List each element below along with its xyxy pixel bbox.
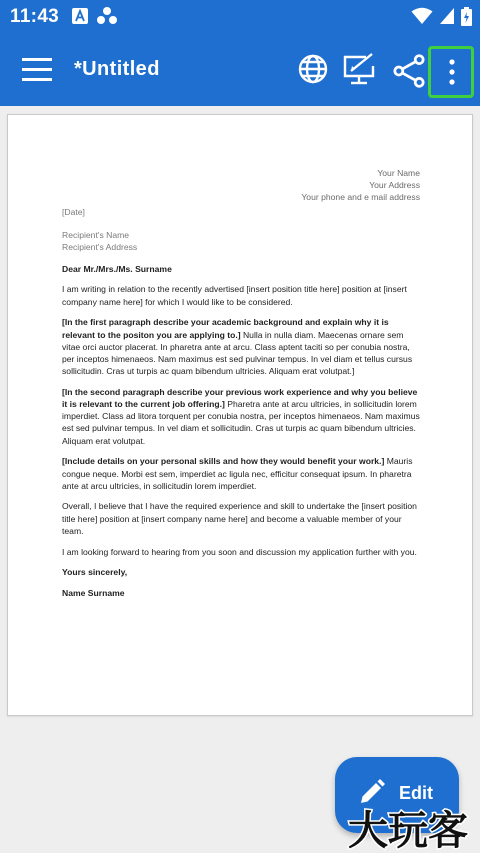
- more-vertical-icon: [449, 59, 455, 85]
- status-bar: [0, 0, 480, 32]
- present-icon[interactable]: [342, 52, 376, 86]
- paragraph-4-text: Mauris congue neque. Morbi est sem, imperdiet ac ligula nec, efficitur consequat ipsum. In pharetra ante at arcu ultricies, in sollicitudin lorem imperdiet.: [62, 456, 413, 491]
- app-notification-icon: [96, 6, 118, 26]
- paragraph-3: [62, 386, 420, 447]
- menu-icon[interactable]: [22, 56, 52, 84]
- paragraph-4-bold: [Include details on your personal skills and how they would benefit your work.]: [62, 456, 385, 467]
- share-icon[interactable]: [392, 54, 426, 88]
- paragraph-3-text: Pharetra ante at arcu ultricies, in sollicitudin lorem imperdiet. Class ad litora torquent per conubia nostra, per inceptos himenaeos. Nam maximus est sed pulvinar tempus. In vel diam et sollicitudin. Cras ut turpis ac quam bibendum ultricies. Aliquam erat volutpat.: [62, 399, 420, 446]
- more-options-button[interactable]: [428, 46, 474, 98]
- document-page[interactable]: [7, 114, 473, 716]
- app-bar: [0, 32, 480, 106]
- accessibility-a-icon: [72, 8, 88, 24]
- letter-content: [62, 167, 420, 608]
- paragraph-4: [62, 455, 420, 492]
- letter-date: [Date]: [62, 206, 85, 217]
- battery-icon: [461, 7, 472, 26]
- sender-name: Your Name: [377, 168, 420, 178]
- edit-button-label: Edit: [399, 783, 433, 803]
- document-title: *Untitled: [74, 58, 160, 80]
- paragraph-2: [62, 316, 420, 377]
- signal-icon: [439, 7, 455, 25]
- paragraph-5: Overall, I believe that I have the required experience and skill to undertake the [insert position title here] position at [insert company name here] and become a valuable member of your team.: [62, 501, 417, 536]
- recipient-address: Recipient's Address: [62, 242, 138, 253]
- sender-block: [62, 167, 420, 204]
- signature: Name Surname: [62, 587, 125, 598]
- paragraph-6: I am looking forward to hearing from you soon and discussion my application further with you.: [62, 546, 417, 557]
- status-time: 11:43: [10, 6, 60, 27]
- watermark-logo: [336, 800, 480, 853]
- sender-contact: Your phone and e mail address: [301, 192, 420, 203]
- sender-address: Your Address: [369, 180, 420, 191]
- paragraph-2-text: Nulla in nulla diam. Maecenas ornare sem vitae orci auctor placerat. In pharetra ante at arcu. Class aptent taciti so per conubia nostra, per inceptos himenaeos. Nam maximus est sed pulvinar tempus. In vel diam et tellus cursus sollicitudin. Cras ut turpis ac quam bibendum ultricies. Aliquam erat volutpat.]: [62, 329, 413, 377]
- wifi-icon: [411, 7, 433, 25]
- status-icons: [411, 6, 472, 26]
- paragraph-2-bold: [In the first paragraph describe your academic background and explain why it is relevant to the positon you are applying to.]: [62, 317, 389, 340]
- recipient-name: Recipient's Name: [62, 229, 130, 240]
- globe-icon[interactable]: [296, 52, 330, 86]
- salutation: Dear Mr./Mrs./Ms. Surname: [62, 264, 172, 275]
- watermark-text: 大玩客: [348, 808, 468, 853]
- paragraph-1: I am writing in relation to the recently advertised [insert position title here] position at [insert company name here] for which I would like to be considered.: [62, 284, 407, 307]
- paragraph-3-bold: [In the second paragraph describe your previous work experience and why you believe it is relevant to the current job offering.]: [62, 386, 418, 410]
- closing: Yours sincerely,: [62, 567, 128, 578]
